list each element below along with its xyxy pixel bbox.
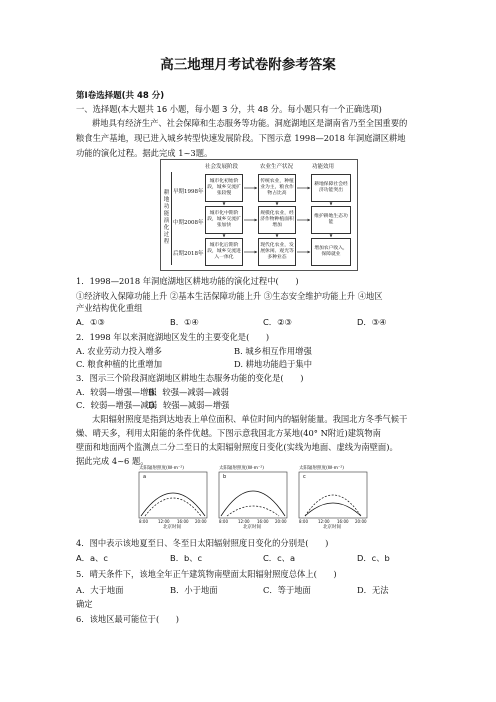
q1-items: 产业结构优化重组 — [76, 303, 143, 313]
q3-option-a: A．较弱—增强—增强 — [76, 387, 157, 397]
q3-option-b: B．较强—减弱—减弱 — [148, 387, 229, 397]
q2-option-c: C. 粮食种植的比重增加 — [76, 359, 162, 369]
q1-option-d: D．③④ — [357, 317, 387, 327]
chart-ylabel: 太阳辐射照度(W·m⁻²) — [299, 466, 344, 471]
tick-label: 20:00 — [355, 519, 367, 524]
q5-option-d: D．无法 — [357, 585, 389, 595]
q1-option-c: C．②③ — [263, 317, 292, 327]
q1-stem: 1．1998—2018 年洞庭湖地区耕地功能的演化过程中( ) — [76, 276, 299, 286]
tick-label: 16:00 — [337, 519, 349, 524]
tick-label: 8:00 — [219, 519, 228, 524]
q5-stem: 5．晴天条件下，该地全年正午建筑物南壁面太阳辐射照度总体上( ) — [76, 569, 337, 579]
q5-option-a: A．大于地面 — [76, 585, 124, 595]
panel-label-c: c — [303, 474, 306, 480]
agri-box: 传统农业，种植业为主，粮食作物占比高 — [258, 174, 296, 202]
q6-stem: 6．该地区最可能位于( ) — [76, 614, 180, 624]
q1-option-a: A．①③ — [76, 317, 105, 327]
q4-stem: 4．图中表示该地夏至日、冬至日太阳辐射照度日变化的分别是( ) — [76, 538, 329, 548]
stage-late: 后期2018年 — [173, 251, 204, 257]
q4-option-b: B．b、c — [170, 553, 203, 563]
header-effect: 功能效用 — [312, 164, 335, 170]
diagram-arrows — [161, 160, 357, 270]
q2-stem: 2．1998 年以来洞庭湖地区发生的主要变化是( ) — [76, 332, 270, 342]
chart-ylabel: 太阳辐射照度(W·m⁻²) — [219, 466, 264, 471]
panel-b — [219, 472, 287, 518]
x-axis-label: 北京时间 — [243, 525, 261, 530]
panel-a — [139, 472, 207, 518]
tick-label: 20:00 — [275, 519, 287, 524]
page-title: 高三地理月考试卷附参考答案 — [160, 57, 336, 73]
effect-box: 维护耕地生态功能 — [311, 206, 351, 234]
q4-option-c: C．c、a — [263, 553, 296, 563]
x-axis-label: 北京时间 — [163, 525, 181, 530]
q5-option-b: B．小于地面 — [170, 585, 218, 595]
social-box: 城市化中期阶段，城乡交流扩张加快 — [205, 206, 243, 234]
tick-label: 8:00 — [299, 519, 308, 524]
q3-option-c: C．较弱—增强—减弱 — [76, 400, 158, 410]
agri-box: 规模化农业，经济作物种植面积增加 — [258, 206, 296, 234]
tick-label: 20:00 — [195, 519, 207, 524]
effect-box: 增加农户收入，保障就业 — [311, 238, 351, 266]
land-function-diagram — [160, 159, 358, 271]
header-agri: 农业生产状况 — [260, 164, 294, 170]
side-label: 耕地功能演化过程 — [163, 190, 170, 245]
q3-option-d: D．较强—减弱—增强 — [148, 400, 230, 410]
chart-ylabel: 太阳辐射照度(W·m⁻²) — [139, 466, 184, 471]
q2-option-b: B. 城乡相互作用增强 — [234, 346, 312, 356]
passage2-line: 据此完成 4~6 题。 — [76, 456, 149, 466]
passage2-line: 壁面和地面两个监测点二分二至日的太阳辐射照度日变化(实线为地面、虚线为南壁面)。 — [76, 442, 398, 452]
passage1-line: 耕地具有经济生产、社会保障和生态服务等功能。洞庭湖地区是湖南省乃至全国重要的 — [92, 118, 408, 128]
x-axis-label: 北京时间 — [323, 525, 341, 530]
q5-option-d-cont: 确定 — [76, 599, 93, 609]
effect-box: 耕地保障社会经济功能突出 — [311, 174, 351, 202]
section-heading: 第Ⅰ卷选择题(共 48 分) — [76, 91, 165, 101]
passage1-line: 粮食生产基地，现已进入城乡转型快速发展阶段。下图示意 1998—2018 年洞庭湖区耕地 — [76, 133, 406, 143]
instructions: 一、选择题(本大题共 16 小题，每小题 3 分，共 48 分。每小题只有一个正确选项) — [76, 104, 382, 114]
panel-c — [299, 472, 367, 518]
tick-label: 16:00 — [257, 519, 269, 524]
irradiance-charts — [131, 466, 371, 530]
stage-mid: 中期2008年 — [173, 220, 204, 226]
q1-items: ①经济收入保障功能上升 ②基本生活保障功能上升 ③生态安全维护功能上升 ④地区 — [76, 291, 383, 301]
q3-stem: 3．图示三个阶段洞庭湖地区耕地生态服务功能的变化是( ) — [76, 373, 304, 383]
header-social: 社会发展阶段 — [205, 164, 239, 170]
q4-option-d: D．c、b — [357, 553, 390, 563]
q2-option-d: D. 耕地功能趋于集中 — [234, 359, 313, 369]
social-box: 城市化后期阶段，城乡交流进入一体化 — [205, 238, 243, 266]
q2-option-a: A. 农业劳动力投入增多 — [76, 346, 162, 356]
passage1-line: 功能的演化过程。据此完成 1~3题。 — [76, 148, 213, 158]
panel-label-b: b — [223, 474, 227, 480]
tick-label: 16:00 — [177, 519, 189, 524]
tick-label: 12:00 — [158, 519, 170, 524]
tick-label: 12:00 — [238, 519, 250, 524]
panel-label-a: a — [143, 474, 147, 480]
passage2-line: 燥、晴天多，利用太阳能的条件优越。下图示意我国北方某地(40° N附近)建筑物南 — [76, 428, 381, 438]
passage2-line: 太阳辐射照度是指到达地表上单位面积、单位时间内的辐射能量。我国北方冬季气候干 — [92, 414, 408, 424]
tick-label: 12:00 — [318, 519, 330, 524]
agri-box: 现代化农业，发展休闲、观光等多种业态 — [258, 238, 296, 266]
q4-option-a: A．a、c — [76, 553, 108, 563]
social-box: 城市化初始阶段，城乡交流扩张较慢 — [205, 174, 243, 202]
q5-option-c: C．等于地面 — [263, 585, 311, 595]
tick-label: 8:00 — [139, 519, 148, 524]
q1-option-b: B．①④ — [170, 317, 199, 327]
stage-early: 早期1998年 — [173, 189, 204, 195]
